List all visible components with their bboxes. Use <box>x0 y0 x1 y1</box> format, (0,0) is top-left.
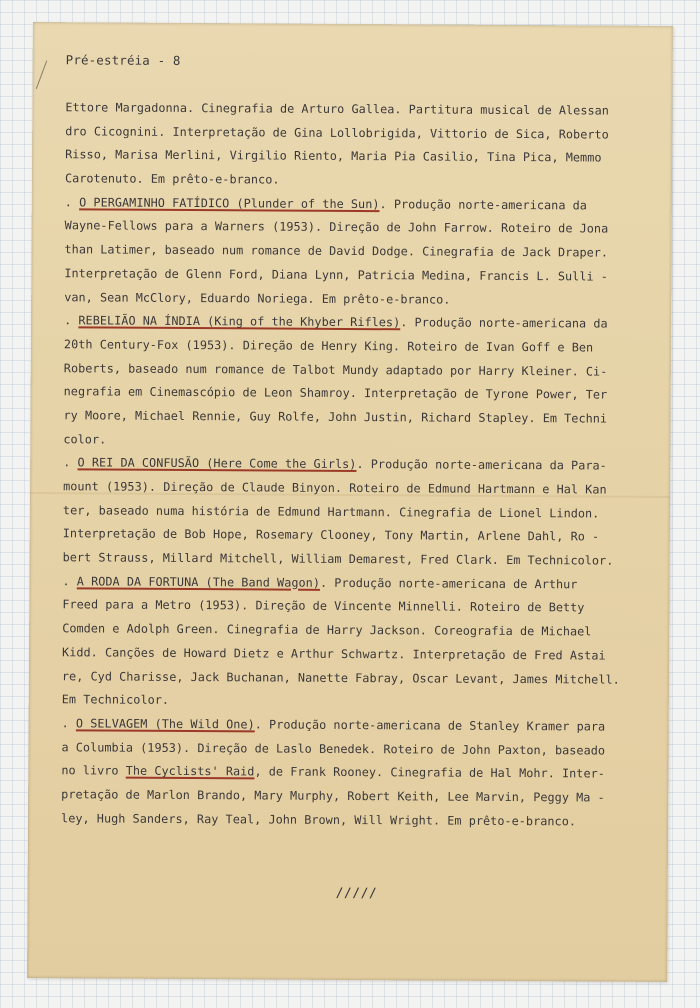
text-segment: bert Strauss, Millard Mitchell, William Demarest, Fred Clark. Em Technicolor. <box>62 550 614 568</box>
text-line <box>65 167 665 194</box>
text-line <box>63 428 663 455</box>
text-segment: a Columbia (1953). Direção de Laslo Benedek. Roteiro de John Paxton, baseado <box>61 739 606 758</box>
text-segment: Wayne-Fellows para a Warners (1953). Direção de John Farrow. Roteiro de Jona <box>64 218 609 237</box>
text-segment: Interpretação de Glenn Ford, Diana Lynn, Patricia Medina, Francis L. Sulli - <box>64 266 609 284</box>
text-segment: mount (1953). Direção de Claude Binyon. Roteiro de Edmund Hartmann e Hal Kan <box>63 479 607 497</box>
text-segment: Comden e Adolph Green. Cinegrafia de Harry Jackson. Coreografia de Michael <box>62 621 592 639</box>
text-segment: , de Frank Rooney. Cinegrafia de Hal Mohr. Inter- <box>254 764 605 781</box>
underlined-title: O PERGAMINHO FATÍDICO (Plunder of the Sun) <box>79 195 380 211</box>
text-line <box>64 238 664 265</box>
text-segment: . <box>64 195 80 210</box>
typewritten-page <box>27 22 673 982</box>
text-line <box>61 759 661 786</box>
text-segment: ry Moore, Michael Rennie, Guy Rolfe, John Justin, Richard Stapley. Em Techni <box>63 408 608 426</box>
text-segment: . Produção norte-americana de Stanley Kramer para <box>254 717 606 734</box>
text-segment: . <box>63 455 78 470</box>
text-line <box>64 309 664 336</box>
text-segment: 20th Century-Fox (1953). Direção de Henry King. Roteiro de Ivan Goff e Ben <box>63 337 594 355</box>
text-segment: dro Cicognini. Interpretação de Gina Lollobrigida, Vittorio de Sica, Roberto <box>65 123 609 142</box>
text-line <box>64 333 664 360</box>
text-line <box>64 357 664 384</box>
underlined-title: A RODA DA FORTUNA (The Band Wagon) <box>76 574 321 590</box>
text-line <box>63 404 663 431</box>
underlined-title: O SELVAGEM (The Wild One) <box>75 716 255 732</box>
text-line <box>63 475 663 502</box>
text-segment: Carotenuto. Em prêto-e-branco. <box>64 171 280 187</box>
text-segment: . Produção norte-americana da Para- <box>356 457 607 473</box>
text-segment: Ettore Margadonna. Cinegrafia de Arturo Gallea. Partitura musical de Alessan <box>65 100 610 118</box>
text-segment: ley, Hugh Sanders, Ray Teal, John Brown, Will Wright. Em prêto-e-branco. <box>61 810 577 829</box>
text-segment: . Produção norte-americana da <box>400 315 608 331</box>
text-line <box>63 546 663 573</box>
text-segment: van, Sean McClory, Eduardo Noriega. Em prêto-e-branco. <box>64 289 451 307</box>
text-segment: . Produção norte-americana da <box>379 196 588 213</box>
body-text <box>61 96 665 834</box>
text-segment: Freed para a Metro (1953). Direção de Vincente Minnelli. Roteiro de Betty <box>62 597 585 615</box>
pen-mark <box>36 60 60 93</box>
text-line <box>62 688 662 715</box>
text-segment: ter, baseado numa história de Edmund Hartmann. Cinegrafia de Lionel Lindon. <box>62 502 600 521</box>
text-segment: re, Cyd Charisse, Jack Buchanan, Nanette Fabray, Oscar Levant, James Mitchell. <box>61 668 620 687</box>
underlined-title: The Cyclists' Raid <box>125 763 255 779</box>
text-line <box>64 380 664 407</box>
text-line <box>61 807 661 834</box>
text-line <box>64 262 664 289</box>
text-line <box>62 617 662 644</box>
underlined-title: O REI DA CONFUSÃO (Here Come the Girls) <box>77 455 357 472</box>
text-segment: Kidd. Canções de Howard Dietz e Arthur Schwartz. Interpretação de Fred Astai <box>62 645 606 663</box>
text-line <box>62 641 662 668</box>
text-segment: negrafia em Cinemascópio de Leon Shamroy. Interpretação de Tyrone Power, Ter <box>63 384 608 402</box>
text-segment: Roberts, baseado num romance de Talbot Mundy adaptado por Harry Kleiner. Ci- <box>63 360 608 379</box>
text-segment: pretação de Marlon Brando, Mary Murphy, Robert Keith, Lee Marvin, Peggy Ma - <box>61 787 605 805</box>
text-segment: Risso, Marisa Merlini, Virgilio Riento, Maria Pia Casilio, Tina Pica, Memmo <box>65 147 602 165</box>
text-segment: . Produção norte-americana de Arthur <box>319 575 578 592</box>
text-segment: . <box>64 313 79 328</box>
underlined-title: REBELIÃO NA ÍNDIA (King of the Khyber Rifles) <box>78 313 401 330</box>
text-line <box>61 783 661 810</box>
page-header: Pré-estréia - 8 <box>65 52 181 68</box>
text-line <box>63 452 663 479</box>
end-mark: ///// <box>335 885 378 902</box>
text-line <box>62 712 662 739</box>
text-segment: . <box>62 573 77 589</box>
text-segment: Em Technicolor. <box>61 692 170 708</box>
text-segment: color. <box>63 431 107 447</box>
text-segment: . <box>61 716 76 731</box>
text-segment: Interpretação de Bob Hope, Rosemary Clooney, Tony Martin, Arlene Dahl, Ro - <box>62 526 600 544</box>
text-segment: no livro <box>61 763 126 778</box>
text-segment: than Latimer, baseado num romance de David Dodge. Cinegrafia de Jack Draper. <box>64 242 609 260</box>
text-line <box>65 96 665 123</box>
